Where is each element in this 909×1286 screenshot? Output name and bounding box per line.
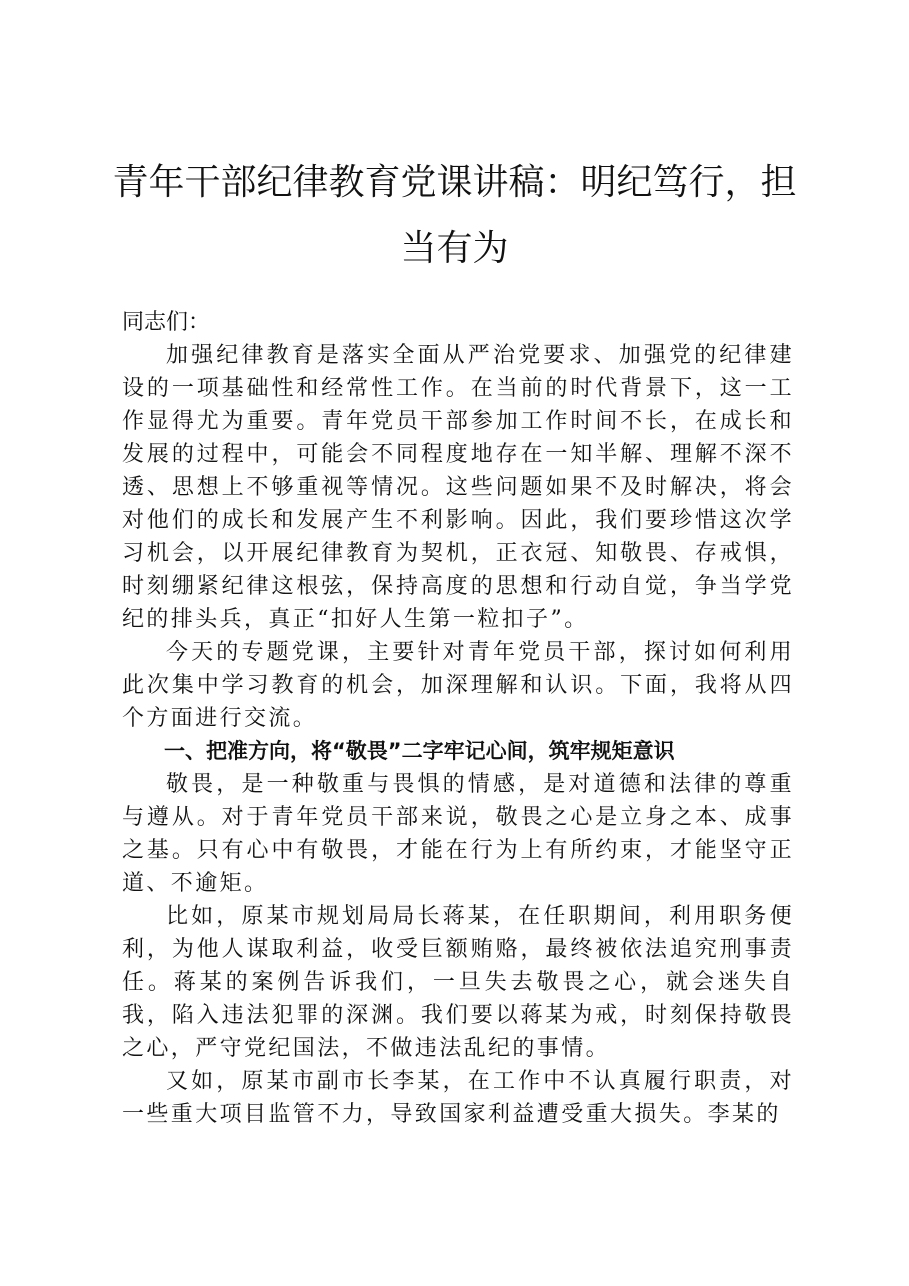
- section-heading-1: 一、把准方向，将“敬畏”二字牢记心间，筑牢规矩意识: [164, 739, 675, 763]
- paragraph-overview: 今天的专题党课，主要针对青年党员干部，探讨如何利用此次集中学习教育的机会，加深理解和认识。下面，我将从四个方面进行交流。: [122, 640, 794, 731]
- paragraph-example-li: 又如，原某市副市长李某，在工作中不认真履行职责，对一些重大项目监管不力，导致国家利益遭受重大损失。李某的: [122, 1069, 794, 1127]
- document-body: [122, 306, 794, 1131]
- document-title: 青年干部纪律教育党课讲稿：明纪笃行，担当有为: [112, 162, 797, 269]
- salutation: 同志们：: [122, 310, 211, 335]
- paragraph-awe: 敬畏，是一种敬重与畏惧的情感，是对道德和法律的尊重与遵从。对于青年党员干部来说，敬畏之心是立身之本、成事之基。只有心中有敬畏，才能在行为上有所约束，才能坚守正道、不逾矩。: [122, 772, 794, 896]
- paragraph-intro: 加强纪律教育是落实全面从严治党要求、加强党的纪律建设的一项基础性和经常性工作。在当前的时代背景下，这一工作显得尤为重要。青年党员干部参加工作时间不长，在成长和发展的过程中，可能会不同程度地存在一知半解、理解不深不透、思想上不够重视等情况。这些问题如果不及时解决，将会对他们的成长和发展产生不利影响。因此，我们要珍惜这次学习机会，以开展纪律教育为契机，正衣冠、知敬畏、存戒惧，时刻绷紧纪律这根弦，保持高度的思想和行动自觉，争当学党纪的排头兵，真正“扣好人生第一粒扣子”。: [122, 343, 794, 632]
- paragraph-example-jiang: 比如，原某市规划局局长蒋某，在任职期间，利用职务便利，为他人谋取利益，收受巨额贿赂，最终被依法追究刑事责任。蒋某的案例告诉我们，一旦失去敬畏之心，就会迷失自我，陷入违法犯罪的深渊。我们要以蒋某为戒，时刻保持敬畏之心，严守党纪国法，不做违法乱纪的事情。: [122, 904, 794, 1061]
